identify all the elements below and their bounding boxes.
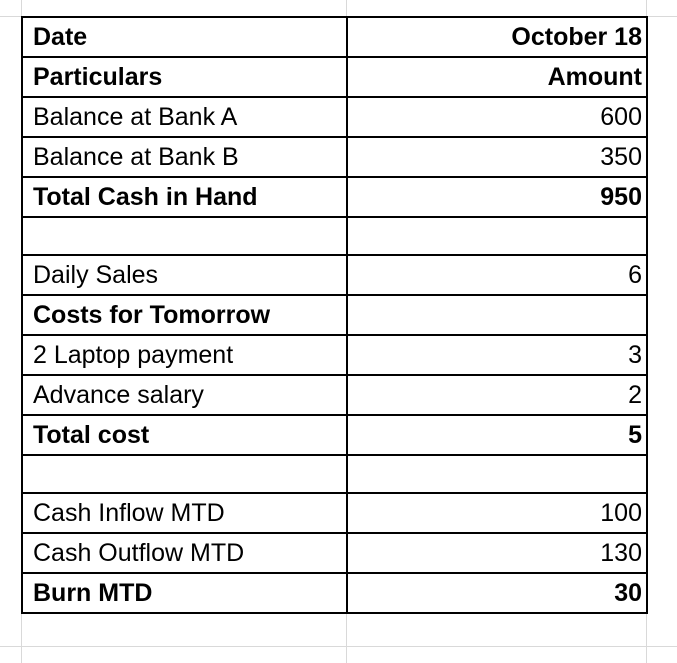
cell-label[interactable] [22, 217, 347, 255]
cell-label[interactable] [22, 455, 347, 493]
table-row [22, 57, 647, 97]
cell-value[interactable] [347, 295, 647, 335]
table-row [22, 335, 647, 375]
cash-flow-table [21, 16, 648, 614]
cell-label[interactable]: Cash Inflow MTD [22, 493, 347, 533]
table-row [22, 97, 647, 137]
table-row [22, 375, 647, 415]
cell-value[interactable]: 2 [347, 375, 647, 415]
cell-value[interactable]: 950 [347, 177, 647, 217]
table-row-empty [22, 455, 647, 493]
cell-header-label[interactable]: Particulars [22, 57, 347, 97]
cell-label[interactable]: Total cost [22, 415, 347, 455]
table-row-empty [22, 217, 647, 255]
cell-value[interactable] [347, 217, 647, 255]
cell-label[interactable]: Total Cash in Hand [22, 177, 347, 217]
gridline [0, 646, 677, 647]
table-row [22, 533, 647, 573]
cell-value[interactable]: 3 [347, 335, 647, 375]
cell-label[interactable]: Cash Outflow MTD [22, 533, 347, 573]
cell-label[interactable]: Balance at Bank A [22, 97, 347, 137]
table-row [22, 17, 647, 57]
table-row [22, 573, 647, 613]
cell-label[interactable]: Advance salary [22, 375, 347, 415]
cell-label[interactable]: Daily Sales [22, 255, 347, 295]
cell-header-value[interactable]: Amount [347, 57, 647, 97]
cell-label[interactable]: Costs for Tomorrow [22, 295, 347, 335]
cell-date-label[interactable]: Date [22, 17, 347, 57]
table-row [22, 493, 647, 533]
cell-label[interactable]: Burn MTD [22, 573, 347, 613]
cell-value[interactable] [347, 455, 647, 493]
table-row [22, 415, 647, 455]
cell-value[interactable]: 6 [347, 255, 647, 295]
cell-value[interactable]: 100 [347, 493, 647, 533]
table-row [22, 255, 647, 295]
cell-value[interactable]: 600 [347, 97, 647, 137]
table-row [22, 295, 647, 335]
cell-value[interactable]: 5 [347, 415, 647, 455]
table-row [22, 137, 647, 177]
cell-date-value[interactable]: October 18 [347, 17, 647, 57]
cell-label[interactable]: 2 Laptop payment [22, 335, 347, 375]
table-row [22, 177, 647, 217]
cell-label[interactable]: Balance at Bank B [22, 137, 347, 177]
cell-value[interactable]: 30 [347, 573, 647, 613]
cell-value[interactable]: 350 [347, 137, 647, 177]
cell-value[interactable]: 130 [347, 533, 647, 573]
